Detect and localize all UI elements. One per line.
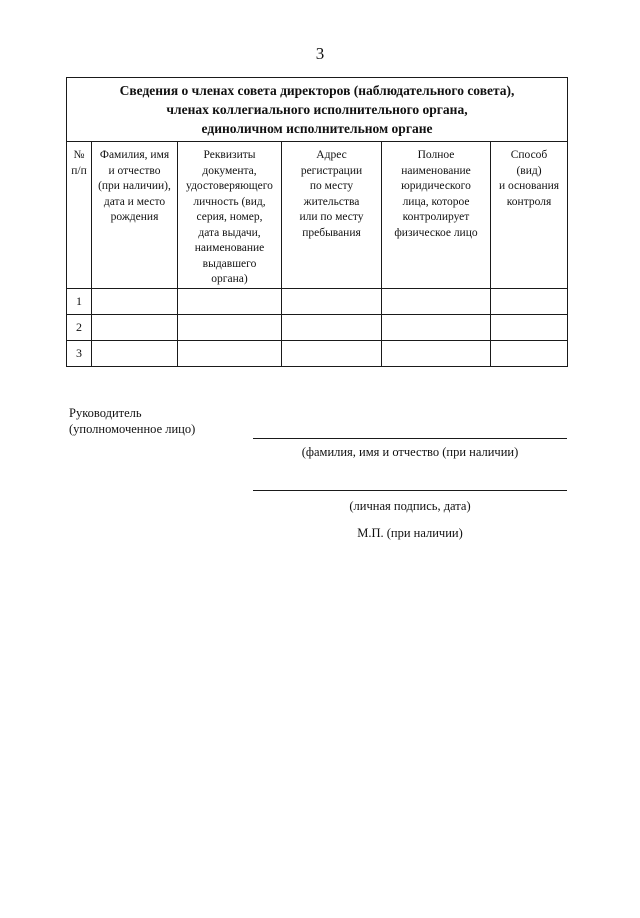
directors-info-table: [66, 77, 568, 367]
table-row: [67, 289, 568, 315]
table-cell[interactable]: [92, 315, 178, 341]
header-text: физическое лицо: [394, 226, 478, 239]
row-number: 3: [67, 341, 92, 367]
header-text: рождения: [110, 211, 159, 223]
table-cell[interactable]: [92, 341, 178, 367]
header-text: юридического: [401, 180, 471, 192]
table-title-line: Сведения о членах совета директоров (наблюдательного совета),: [119, 83, 515, 98]
header-text: контролирует: [402, 211, 470, 223]
authorized-person-label: (уполномоченное лицо): [69, 422, 196, 436]
header-text: Реквизиты: [203, 149, 256, 161]
header-text: пребывания: [302, 226, 361, 239]
header-text: п/п: [71, 164, 87, 177]
header-text: органа): [211, 273, 248, 285]
table-cell[interactable]: [178, 315, 282, 341]
header-text: наименование: [401, 164, 471, 177]
header-text: Способ: [510, 149, 548, 161]
header-text: лица, которое: [402, 195, 470, 208]
header-text: дата выдачи,: [198, 226, 261, 239]
row-number: 1: [67, 289, 92, 315]
header-text: регистрации: [300, 164, 363, 177]
header-text: Фамилия, имя: [99, 149, 170, 161]
table-title-line: единоличном исполнительном органе: [201, 121, 433, 136]
header-text: выдавшего: [202, 257, 257, 270]
header-text: наименование: [194, 242, 265, 254]
table-row: [67, 341, 568, 367]
table-cell[interactable]: [178, 289, 282, 315]
table-cell[interactable]: [282, 315, 382, 341]
table-header-row: [67, 142, 568, 289]
table-cell[interactable]: [382, 315, 491, 341]
header-text: контроля: [506, 195, 552, 208]
header-text: Адрес: [316, 149, 347, 161]
page-number: 3: [315, 44, 325, 63]
table-title-line: членах коллегиального исполнительного органа,: [166, 102, 468, 117]
header-text: жительства: [303, 195, 360, 208]
header-text: или по месту: [299, 211, 364, 223]
table-cell[interactable]: [382, 289, 491, 315]
table-cell[interactable]: [491, 315, 568, 341]
table-title: [67, 78, 568, 142]
header-control-method: [491, 142, 568, 289]
table-cell[interactable]: [92, 289, 178, 315]
header-text: дата и место: [103, 195, 166, 208]
table-row: [67, 315, 568, 341]
table-cell[interactable]: [282, 289, 382, 315]
stamp-caption: М.П. (при наличии): [357, 526, 463, 540]
head-label: Руководитель: [69, 406, 142, 420]
header-text: (при наличии),: [98, 180, 171, 192]
table-cell[interactable]: [491, 341, 568, 367]
header-text: №: [73, 149, 85, 161]
table-cell[interactable]: [178, 341, 282, 367]
header-text: по месту: [309, 180, 354, 192]
header-full-name: [92, 142, 178, 289]
header-legal-entity: [382, 142, 491, 289]
header-address: [282, 142, 382, 289]
header-number: [67, 142, 92, 289]
table-title-row: [67, 78, 568, 142]
table-cell[interactable]: [282, 341, 382, 367]
header-text: личность (вид,: [193, 195, 266, 208]
header-text: и основания: [498, 180, 560, 192]
name-caption: (фамилия, имя и отчество (при наличии): [301, 445, 519, 459]
header-text: (вид): [516, 164, 542, 177]
table-cell[interactable]: [382, 341, 491, 367]
table-cell[interactable]: [491, 289, 568, 315]
row-number: 2: [67, 315, 92, 341]
signature-caption: (личная подпись, дата): [349, 499, 471, 513]
name-line[interactable]: [253, 438, 567, 439]
header-text: Полное: [417, 149, 455, 161]
header-id-document: [178, 142, 282, 289]
header-text: удостоверяющего: [186, 180, 273, 192]
header-text: и отчество: [108, 164, 161, 177]
signature-line[interactable]: [253, 490, 567, 491]
header-text: документа,: [202, 164, 257, 177]
header-text: серия, номер,: [196, 211, 263, 223]
